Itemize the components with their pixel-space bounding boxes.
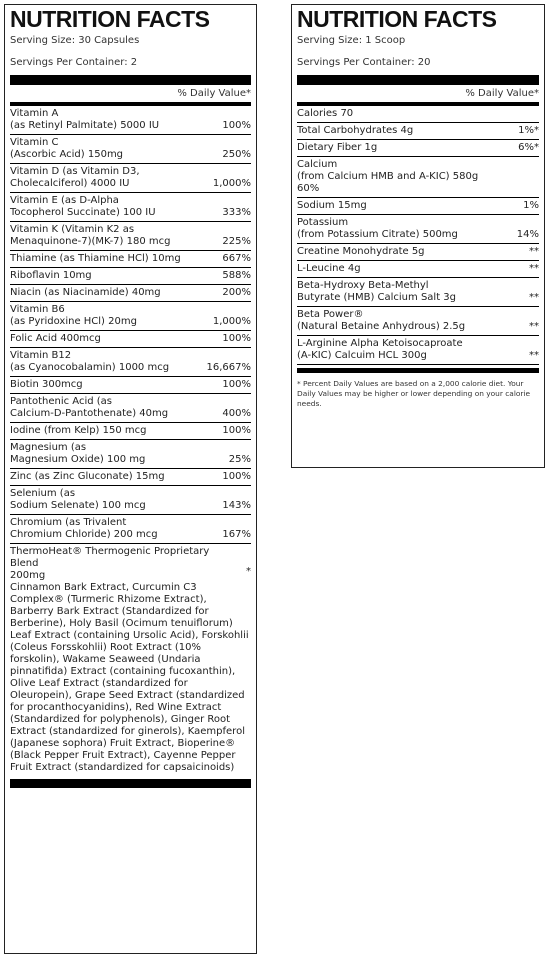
daily-value-percent: 400%: [222, 408, 251, 419]
servings-per-container: Servings Per Container: 20: [297, 57, 431, 68]
nutrient-row: [10, 423, 251, 440]
nutrient-name: L-Leucine 4g: [297, 263, 361, 274]
nutrient-row: [10, 251, 251, 268]
nutrient-name: Vitamin A: [10, 108, 59, 119]
daily-value-percent: 143%: [222, 500, 251, 511]
nutrient-row: [10, 486, 251, 515]
nutrient-row: [10, 135, 251, 164]
nutrient-row: [10, 193, 251, 222]
nutrient-detail: (from Potassium Citrate) 500mg: [297, 229, 458, 240]
nutrient-detail: (from Calcium HMB and A-KIC) 580g 60%: [297, 171, 479, 194]
blend-ingredients: Cinnamon Bark Extract, Curcumin C3 Complex® (Turmeric Rhizome Extract), Barberry Bark Extract (Standardized for Berberine), Holy Basil (Ocimum tenuiflorum) Leaf Extract (containing Ursolic Acid), Forskohlii (Coleus Forsskohlii) Root Extract (10% forskolin), Wakame Seaweed (Undaria pinnatifida) Extract (containing fucoxanthin), Olive Leaf Extract (standardized for Oleuropein), Grape Seed Extract (standardized for procanthocyanidins), Red Wine Extract (Standardized for polyphenols), Ginger Root Extract (standardized for ginerols), Kaempferol (Japanese sophora) Fruit Extract, Bioperine® (Black Pepper Fruit Extract), Cayenne Pepper Fruit Extract (standardized for capsaicinoids): [10, 582, 249, 773]
nutrient-name: Calories 70: [297, 108, 354, 119]
nutrient-detail: (as Pyridoxine HCl) 20mg: [10, 316, 137, 327]
bottom-bar: [10, 779, 251, 788]
nutrient-name: Vitamin B12: [10, 350, 72, 361]
nutrient-name: Pantothenic Acid (as: [10, 396, 112, 407]
nutrient-name: Niacin (as Niacinamide) 40mg: [10, 287, 161, 298]
daily-value-percent: 100%: [222, 471, 251, 482]
nutrient-detail: (as Cyanocobalamin) 1000 mcg: [10, 362, 170, 373]
nutrient-row: [10, 164, 251, 193]
nutrient-name: Potassium: [297, 217, 349, 228]
nutrient-detail: Tocopherol Succinate) 100 IU: [10, 207, 156, 218]
daily-value-percent: 225%: [222, 236, 251, 247]
nutrient-name: Riboflavin 10mg: [10, 270, 92, 281]
nutrient-name: Vitamin K (Vitamin K2 as: [10, 224, 135, 235]
supplement-facts-panel-scoop: [291, 4, 545, 468]
nutrient-name: Selenium (as: [10, 488, 76, 499]
thick-divider: [297, 75, 539, 85]
nutrient-row: [10, 377, 251, 394]
blend-name: ThermoHeat® Thermogenic Proprietary Blend: [10, 546, 210, 569]
bottom-bar: [297, 368, 539, 373]
nutrient-row: [10, 268, 251, 285]
nutrient-name: Beta Power®: [297, 309, 364, 320]
nutrient-detail: Cholecalciferol) 4000 IU: [10, 178, 130, 189]
daily-value-percent: 250%: [222, 149, 251, 160]
nutrient-name: Vitamin B6: [10, 304, 65, 315]
nutrient-detail: (Ascorbic Acid) 150mg: [10, 149, 124, 160]
nutrient-name: Sodium 15mg: [297, 200, 367, 211]
servings-per-container: Servings Per Container: 2: [10, 57, 138, 68]
nutrient-detail: Calcium-D-Pantothenate) 40mg: [10, 408, 169, 419]
nutrient-name: Chromium (as Trivalent: [10, 517, 127, 528]
nutrient-detail: (as Retinyl Palmitate) 5000 IU: [10, 120, 160, 131]
nutrient-row: [297, 244, 539, 261]
nutrient-row: [297, 336, 539, 365]
nutrient-list: [10, 106, 251, 544]
daily-value-footnote: * Percent Daily Values are based on a 2,000 calorie diet. Your Daily Values may be higher or lower depending on your calorie needs.: [297, 379, 531, 408]
serving-size: Serving Size: 30 Capsules: [10, 35, 140, 46]
nutrient-name: Biotin 300mcg: [10, 379, 83, 390]
nutrient-detail: Sodium Selenate) 100 mcg: [10, 500, 146, 511]
nutrient-name: Dietary Fiber 1g: [297, 142, 378, 153]
daily-value-percent: 1,000%: [212, 316, 251, 327]
blend-daily-value: *: [246, 566, 251, 577]
nutrient-name: Total Carbohydrates 4g: [297, 125, 414, 136]
nutrient-row: [297, 198, 539, 215]
daily-value-percent: **: [529, 263, 539, 274]
nutrient-name: Calcium: [297, 159, 338, 170]
nutrient-detail: Butyrate (HMB) Calcium Salt 3g: [297, 292, 457, 303]
nutrient-detail: Menaquinone-7)(MK-7) 180 mcg: [10, 236, 171, 247]
panel-title: NUTRITION FACTS: [10, 6, 210, 32]
proprietary-blend-row: [10, 544, 251, 776]
daily-value-percent: 1,000%: [212, 178, 251, 189]
nutrient-name: L-Arginine Alpha Ketoisocaproate: [297, 338, 463, 349]
nutrient-row: [10, 106, 251, 135]
serving-size: Serving Size: 1 Scoop: [297, 35, 406, 46]
nutrient-row: [10, 440, 251, 469]
daily-value-percent: 100%: [222, 120, 251, 131]
nutrient-name: Creatine Monohydrate 5g: [297, 246, 425, 257]
daily-value-percent: **: [529, 321, 539, 332]
daily-value-percent: 588%: [222, 270, 251, 281]
daily-value-percent: 25%: [228, 454, 251, 465]
nutrient-name: Thiamine (as Thiamine HCl) 10mg: [10, 253, 181, 264]
nutrient-row: [297, 123, 539, 140]
daily-value-percent: **: [529, 246, 539, 257]
daily-value-percent: 6%*: [518, 142, 539, 153]
nutrient-row: [297, 307, 539, 336]
nutrient-name: Iodine (from Kelp) 150 mcg: [10, 425, 147, 436]
nutrient-name: Vitamin E (as D-Alpha: [10, 195, 119, 206]
nutrient-detail: Magnesium Oxide) 100 mg: [10, 454, 146, 465]
daily-value-percent: 100%: [222, 333, 251, 344]
daily-value-percent: 100%: [222, 379, 251, 390]
nutrient-row: [10, 469, 251, 486]
panel-title: NUTRITION FACTS: [297, 6, 497, 32]
nutrient-row: [10, 331, 251, 348]
daily-value-percent: 1%*: [518, 125, 539, 136]
supplement-facts-panel-capsules: [4, 4, 257, 954]
blend-amount: 200mg: [10, 570, 46, 581]
nutrient-row: [10, 302, 251, 331]
nutrient-name: Zinc (as Zinc Gluconate) 15mg: [10, 471, 165, 482]
nutrient-row: [10, 285, 251, 302]
daily-value-header: % Daily Value*: [297, 85, 539, 106]
daily-value-percent: 667%: [222, 253, 251, 264]
daily-value-percent: **: [529, 292, 539, 303]
daily-value-percent: 14%: [516, 229, 539, 240]
nutrient-row: [10, 394, 251, 423]
daily-value-percent: 16,667%: [206, 362, 251, 373]
nutrient-row: [297, 106, 539, 123]
nutrient-row: [297, 140, 539, 157]
nutrient-name: Vitamin C: [10, 137, 59, 148]
nutrient-detail: (Natural Betaine Anhydrous) 2.5g: [297, 321, 466, 332]
daily-value-percent: 100%: [222, 425, 251, 436]
nutrient-row: [10, 515, 251, 544]
daily-value-percent: 167%: [222, 529, 251, 540]
daily-value-percent: 1%: [523, 200, 539, 211]
nutrient-row: [297, 215, 539, 244]
nutrient-row: [10, 222, 251, 251]
thick-divider: [10, 75, 251, 85]
daily-value-header: % Daily Value*: [10, 85, 251, 106]
nutrient-name: Vitamin D (as Vitamin D3,: [10, 166, 140, 177]
nutrient-row: [297, 278, 539, 307]
daily-value-percent: 333%: [222, 207, 251, 218]
nutrient-row: [297, 157, 539, 198]
nutrient-list: [297, 106, 539, 365]
daily-value-percent: **: [529, 350, 539, 361]
nutrient-row: [10, 348, 251, 377]
nutrient-name: Magnesium (as: [10, 442, 87, 453]
nutrient-name: Folic Acid 400mcg: [10, 333, 101, 344]
nutrient-detail: (A-KIC) Calcuim HCL 300g: [297, 350, 427, 361]
nutrient-detail: Chromium Chloride) 200 mcg: [10, 529, 158, 540]
nutrient-row: [297, 261, 539, 278]
daily-value-percent: 200%: [222, 287, 251, 298]
nutrient-name: Beta-Hydroxy Beta-Methyl: [297, 280, 429, 291]
